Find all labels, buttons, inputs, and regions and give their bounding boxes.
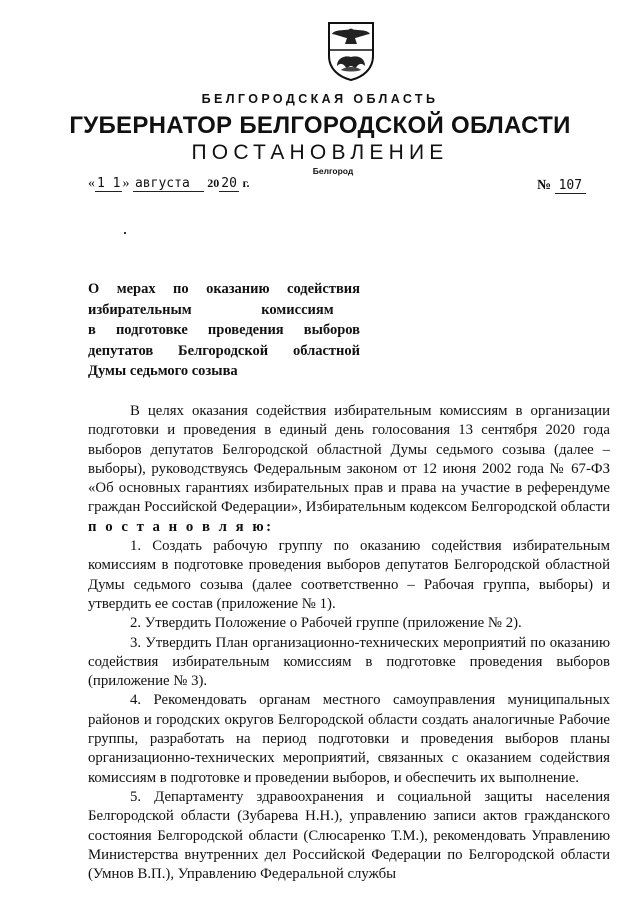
date-year-abbr: г. bbox=[242, 176, 250, 190]
date-year-suffix: 20 bbox=[221, 176, 237, 191]
item-paragraph: 3. Утвердить План организационно-технических мероприятий по оказанию содействия избирательным комиссиям в подготовке проведения выборов (приложение № 3). bbox=[88, 634, 610, 690]
intro-text: В целях оказания содействия избирательным комиссиям в организации подготовки и проведения в единый день голосования 13 сентября 2020 года выборов депутатов Белгородской областной Думы седьмого созыва (далее – выборы), руководствуясь Федеральным законом от 12 июня 2002 года № 67-ФЗ «Об основных гарантиях избирательных прав и права на участие в референдуме граждан Российской Федерации», Избирательным кодексом Белгородской области bbox=[88, 403, 610, 516]
title-line: депутатов Белгородской областной bbox=[88, 342, 360, 359]
governor-heading: ГУБЕРНАТОР БЕЛГОРОДСКОЙ ОБЛАСТИ bbox=[69, 112, 571, 139]
date-year-prefix: 20 bbox=[207, 176, 220, 190]
decree-word: п о с т а н о в л я ю: bbox=[88, 518, 274, 535]
document-body bbox=[88, 402, 610, 884]
city-name: Белгород bbox=[312, 166, 354, 176]
number-label: № bbox=[537, 178, 552, 193]
item-paragraph: 5. Департаменту здравоохранения и социальной защиты населения Белгородской области (Зубарева Н.Н.), управлению записи актов гражданского состояния Белгородской области (Слюсаренко Т.М.), рекомендовать Управлению Министерства внутренних дел Российской Федерации по Белгородской области (Умнов В.П.), Управлению Федеральной службы bbox=[88, 788, 610, 883]
item-paragraph: 1. Создать рабочую группу по оказанию содействия избирательным комиссиям в подготовке проведения выборов депутатов Белгородской областной Думы седьмого созыва (далее соответственно – Рабочая группа, выборы) и утвердить ее состав (приложение № 1). bbox=[88, 538, 610, 612]
item-paragraph: 4. Рекомендовать органам местного самоуправления муниципальных районов и городских округов Белгородской области создать аналогичные Рабочие группы, разработать на период подготовки и проведения выборов планы организационно-технических мероприятий, связанных с оказанием содействия комиссиям в подготовке и проведении выборов, и обеспечить их выполнение. bbox=[88, 692, 610, 786]
stray-mark bbox=[124, 232, 126, 234]
document-type: ПОСТАНОВЛЕНИЕ bbox=[191, 141, 449, 164]
date-month: августа bbox=[133, 176, 204, 192]
document-title bbox=[88, 279, 360, 382]
intro-paragraph bbox=[88, 402, 610, 537]
number-value: 107 bbox=[555, 178, 586, 194]
coat-of-arms-emblem bbox=[325, 20, 377, 82]
date-day: 1 1 bbox=[97, 176, 121, 191]
date-close-quote: » bbox=[122, 176, 130, 191]
document-date bbox=[88, 176, 250, 192]
item-paragraph: 2. Утвердить Положение о Рабочей группе (приложение № 2). bbox=[130, 615, 522, 632]
region-name: БЕЛГОРОДСКАЯ ОБЛАСТЬ bbox=[201, 92, 439, 106]
document-number bbox=[537, 178, 586, 194]
title-line: Думы седьмого созыва bbox=[88, 363, 238, 379]
title-line: в подготовке проведения выборов bbox=[88, 322, 360, 338]
title-line: избирательным комиссиям bbox=[88, 301, 334, 318]
date-open-quote: « bbox=[88, 176, 95, 191]
title-line: О мерах по оказанию содействия bbox=[88, 281, 360, 297]
